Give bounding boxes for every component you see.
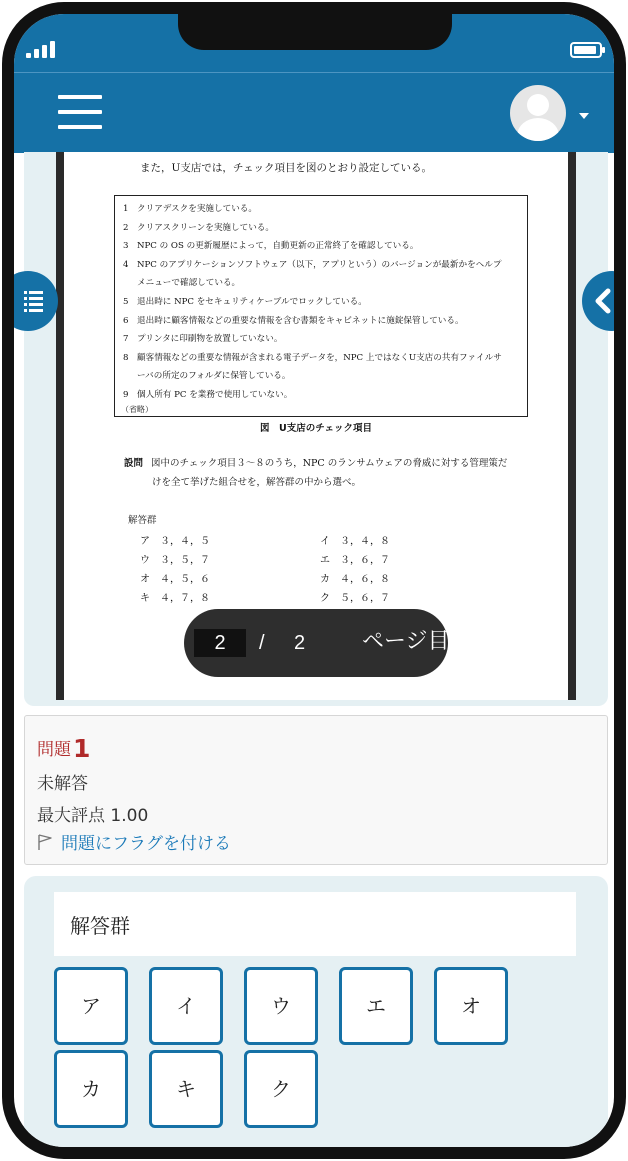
checklist-item-text: プリンタに印刷物を放置していない。 — [137, 334, 283, 345]
question-label-text: 問題 — [37, 740, 71, 760]
checklist-item-text: クリアスクリーンを実施している。 — [137, 222, 274, 233]
checklist-item-number: 4 — [123, 259, 129, 270]
doc-choice: キ ４，７，８ — [140, 593, 210, 604]
answer-option-button[interactable]: ウ — [244, 967, 318, 1045]
question-text — [124, 454, 538, 492]
flag-icon — [37, 833, 53, 851]
screen — [14, 14, 614, 1147]
doc-choice: ウ ３，５，７ — [140, 555, 210, 566]
checklist-item-text: NPC の OS の更新履歴によって，自動更新の正常終了を確認している。 — [137, 241, 419, 252]
battery-icon — [570, 42, 602, 58]
checklist-item — [123, 293, 527, 312]
answer-option-button[interactable]: ア — [54, 967, 128, 1045]
answer-option-button[interactable]: イ — [149, 967, 223, 1045]
checklist-item-text: 退出時に NPC をセキュリティケーブルでロックしている。 — [137, 296, 367, 307]
menu-icon[interactable] — [58, 95, 102, 129]
answer-option-button[interactable]: ク — [244, 1050, 318, 1128]
checklist-item-number: 8 — [123, 352, 129, 363]
doc-intro: また，U支店では，チェック項目を図のとおり設定している。 — [140, 162, 433, 174]
doc-choice: エ ３，６，７ — [320, 555, 390, 566]
checklist-item — [123, 349, 527, 368]
page-total: 2 — [294, 632, 306, 654]
chevron-down-icon[interactable] — [579, 113, 589, 119]
quiz-navigation-button[interactable] — [14, 271, 58, 331]
question-info-box — [24, 715, 608, 865]
omitted-note: （省略） — [121, 405, 153, 414]
checklist-item-number: 7 — [123, 334, 129, 345]
flag-link-text[interactable]: 問題にフラグを付ける — [61, 834, 231, 854]
phone-frame — [2, 2, 626, 1159]
doc-choice: カ ４，６，８ — [320, 574, 390, 585]
answer-option-button[interactable]: カ — [54, 1050, 128, 1128]
drawer-toggle-button[interactable] — [582, 271, 614, 331]
checklist-box — [114, 195, 528, 417]
checklist-item — [123, 237, 527, 256]
answer-option-button[interactable]: エ — [339, 967, 413, 1045]
list-icon — [14, 271, 58, 331]
question-number — [37, 732, 90, 761]
page-separator: / — [259, 632, 265, 654]
doc-choice: オ ４，５，６ — [140, 574, 210, 585]
page-unit: ページ目 — [362, 629, 450, 654]
checklist-item-text: NPC のアプリケーションソフトウェア（以下，アプリという）のバージョンが最新かをヘルプ — [137, 259, 502, 270]
answer-option-button[interactable]: オ — [434, 967, 508, 1045]
notch — [178, 14, 452, 50]
question-label: 設問 — [124, 458, 144, 469]
question-number-value: 1 — [73, 734, 91, 763]
doc-choices — [140, 533, 460, 608]
chevron-left-icon — [582, 271, 614, 331]
checklist-item-text: ーバの所定のフォルダに保管している。 — [137, 371, 291, 382]
doc-choice: ク ５，６，７ — [320, 593, 390, 604]
checklist-item — [123, 330, 527, 349]
checklist-item-number: 5 — [123, 296, 129, 307]
question-line-2: けを全て挙げた組合せを，解答群の中から選べ。 — [152, 477, 362, 488]
page-number-input[interactable]: 2 — [194, 629, 246, 657]
signal-icon — [26, 38, 62, 58]
checklist-item-text: 顧客情報などの重要な情報が含まれる電子データを，NPC 上ではなくU支店の共有ファイルサ — [137, 352, 502, 363]
answer-title: 解答群 — [70, 914, 130, 938]
checklist-item — [123, 256, 527, 275]
checklist-item-number: 2 — [123, 222, 129, 233]
question-status: 未解答 — [37, 774, 88, 794]
top-navbar — [14, 72, 614, 153]
avatar[interactable] — [510, 85, 566, 141]
choices-heading: 解答群 — [128, 515, 157, 526]
checklist-item — [123, 200, 527, 219]
checklist-item-text: クリアデスクを実施している。 — [137, 204, 257, 214]
checklist — [115, 196, 527, 405]
checklist-item-number: 1 — [123, 204, 129, 214]
checklist-item-text: 退出時に顧客情報などの重要な情報を含む書類をキャビネットに施錠保管している。 — [137, 315, 464, 326]
max-grade: 最大評点 1.00 — [37, 806, 149, 826]
checklist-item-number: 6 — [123, 315, 129, 326]
checklist-item-number: 3 — [123, 241, 129, 252]
checklist-item — [123, 312, 527, 331]
question-line-1: 図中のチェック項目３～８のうち，NPC のランサムウェアの脅威に対する管理策だ — [151, 458, 508, 469]
checklist-item-text: 個人所有 PC を業務で使用していない。 — [137, 389, 293, 400]
doc-choice: イ ３，４，８ — [320, 536, 390, 547]
checklist-item — [123, 274, 527, 293]
checklist-item — [123, 367, 527, 386]
answer-option-button[interactable]: キ — [149, 1050, 223, 1128]
checklist-item — [123, 386, 527, 405]
checklist-item — [123, 219, 527, 238]
doc-choice: ア ３，４，５ — [140, 536, 210, 547]
flag-question-link[interactable] — [37, 829, 231, 854]
checklist-item-number: 9 — [123, 389, 129, 400]
page-navigator — [184, 609, 448, 677]
figure-caption: 図 U支店のチェック項目 — [260, 423, 372, 434]
answer-title-box — [54, 892, 576, 956]
checklist-item-text: メニューで確認している。 — [137, 278, 241, 289]
